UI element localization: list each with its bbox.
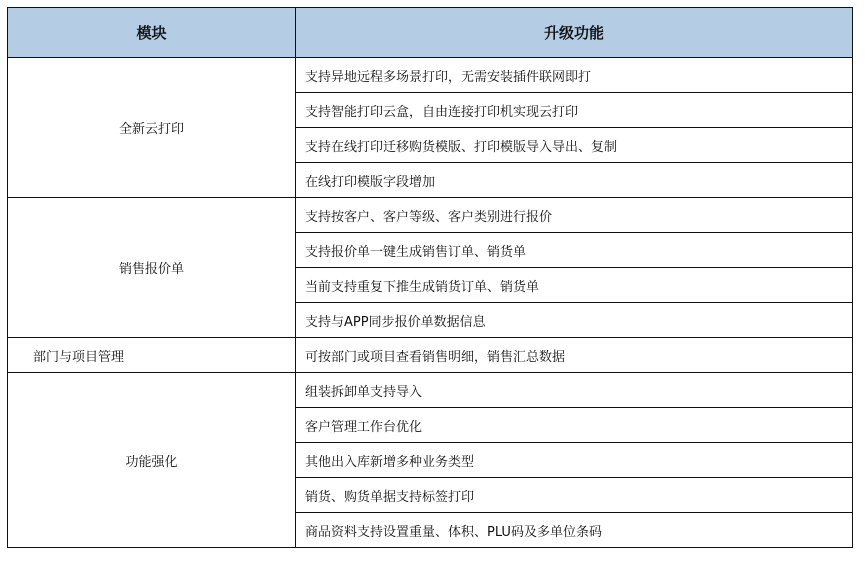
table-row	[8, 373, 853, 408]
header-row	[8, 8, 853, 58]
feature-cell: 支持在线打印迁移购货模版、打印模版导入导出、复制	[296, 128, 853, 163]
feature-cell: 客户管理工作台优化	[296, 408, 853, 443]
table-row	[8, 338, 853, 373]
feature-cell: 支持按客户、客户等级、客户类别进行报价	[296, 198, 853, 233]
upgrade-table	[7, 7, 853, 548]
feature-cell: 其他出入库新增多种业务类型	[296, 443, 853, 478]
feature-cell: 在线打印模版字段增加	[296, 163, 853, 198]
feature-cell: 可按部门或项目查看销售明细，销售汇总数据	[296, 338, 853, 373]
table-row	[8, 198, 853, 233]
header-features: 升级功能	[296, 8, 853, 58]
feature-cell: 支持与APP同步报价单数据信息	[296, 303, 853, 338]
module-cell-sales-quote: 销售报价单	[8, 198, 296, 338]
feature-cell: 支持异地远程多场景打印，无需安装插件联网即打	[296, 58, 853, 93]
module-cell-enhancements: 功能强化	[8, 373, 296, 548]
feature-cell: 组装拆卸单支持导入	[296, 373, 853, 408]
table-row	[8, 58, 853, 93]
feature-cell: 支持智能打印云盒，自由连接打印机实现云打印	[296, 93, 853, 128]
feature-cell: 当前支持重复下推生成销货订单、销货单	[296, 268, 853, 303]
header-module: 模块	[8, 8, 296, 58]
module-cell-cloud-print: 全新云打印	[8, 58, 296, 198]
module-cell-dept-project: 部门与项目管理	[8, 338, 296, 373]
feature-cell: 支持报价单一键生成销售订单、销货单	[296, 233, 853, 268]
feature-cell: 商品资料支持设置重量、体积、PLU码及多单位条码	[296, 513, 853, 548]
feature-cell: 销货、购货单据支持标签打印	[296, 478, 853, 513]
